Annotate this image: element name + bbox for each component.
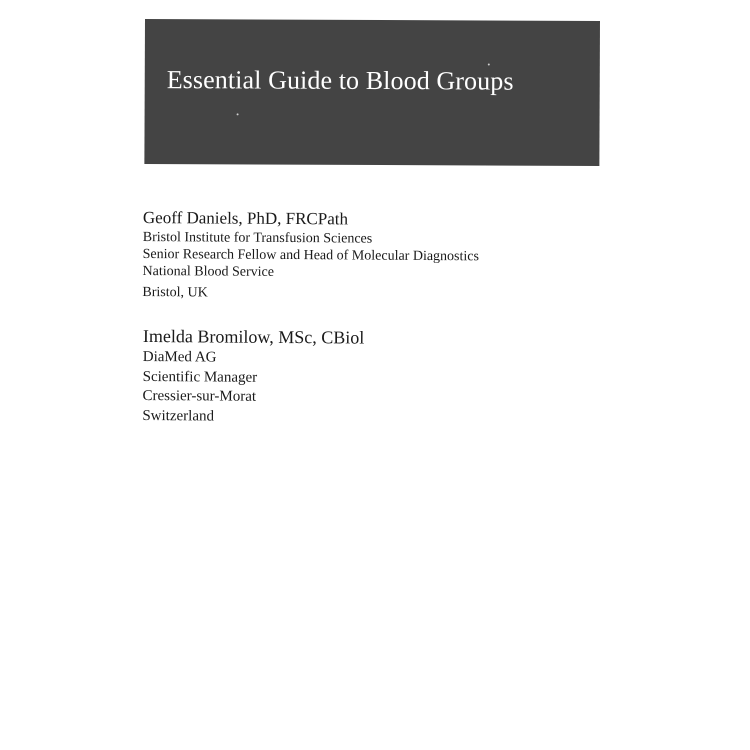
author-country: Switzerland <box>142 407 215 424</box>
author-block-daniels <box>142 208 479 303</box>
book-title: Essential Guide to Blood Groups <box>166 65 514 96</box>
author-location: Bristol, UK <box>142 284 208 301</box>
author-block-bromilow <box>142 326 364 428</box>
scan-speck <box>488 63 490 65</box>
title-banner <box>144 19 600 166</box>
author-affiliation: DiaMed AG <box>142 348 217 366</box>
author-name: Imelda Bromilow, MSc, CBiol <box>142 326 365 348</box>
author-position: Scientific Manager <box>142 368 258 386</box>
author-position: Senior Research Fellow and Head of Molecular Diagnostics <box>142 246 480 265</box>
scan-speck <box>237 113 239 115</box>
author-name: Geoff Daniels, PhD, FRCPath <box>142 208 349 229</box>
author-location: Cressier-sur-Morat <box>142 387 257 405</box>
author-affiliation: Bristol Institute for Transfusion Sciences <box>142 229 373 247</box>
author-organization: National Blood Service <box>142 263 275 280</box>
